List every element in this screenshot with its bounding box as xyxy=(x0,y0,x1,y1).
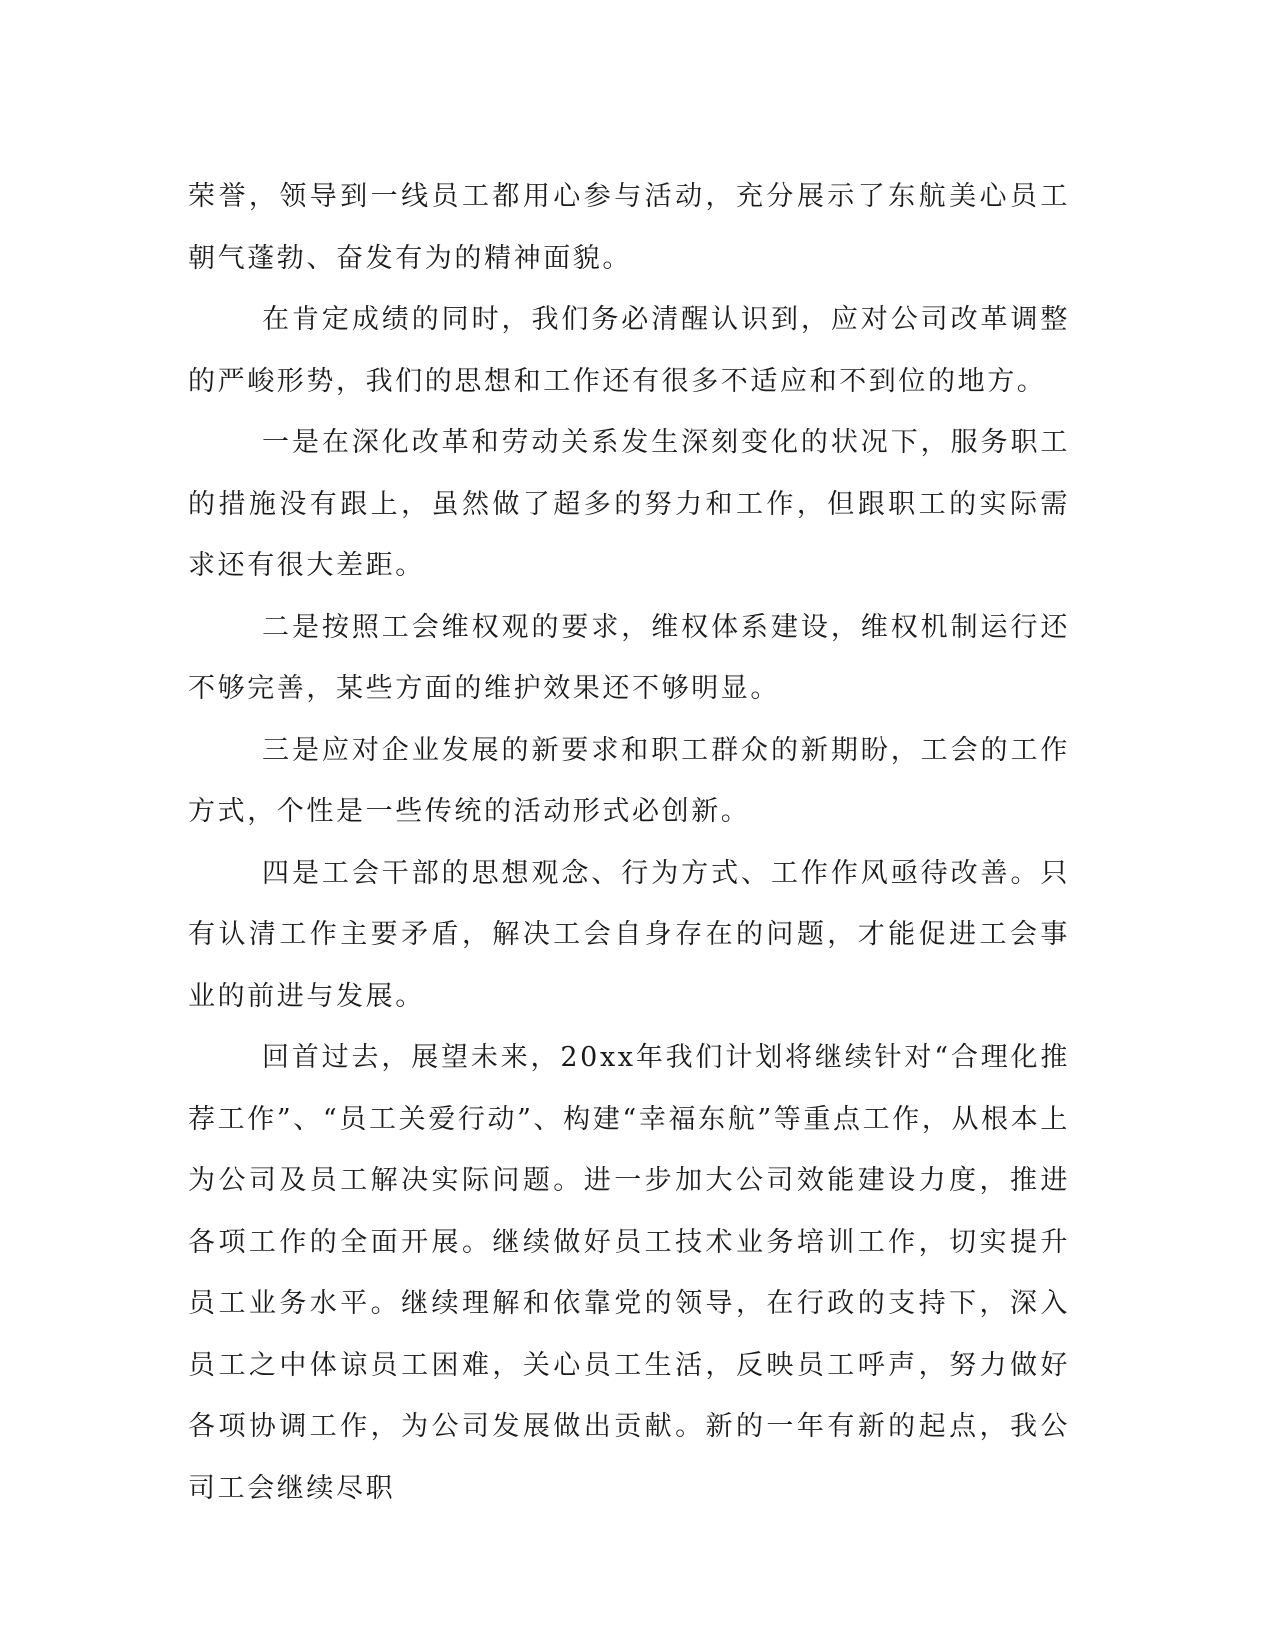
paragraph-point-two: 二是按照工会维权观的要求，维权体系建设，维权机制运行还不够完善，某些方面的维护效果还不够明显。 xyxy=(188,611,1070,704)
paragraph-honor-summary: 荣誉，领导到一线员工都用心参与活动，充分展示了东航美心员工朝气蓬勃、奋发有为的精神面貌。 xyxy=(188,181,1070,274)
document-body xyxy=(188,166,1070,1519)
paragraph-point-one: 一是在深化改革和劳动关系发生深刻变化的状况下，服务职工的措施没有跟上，虽然做了超多的努力和工作，但跟职工的实际需求还有很大差距。 xyxy=(188,427,1070,581)
paragraph-shortcomings-intro: 在肯定成绩的同时，我们务必清醒认识到，应对公司改革调整的严峻形势，我们的思想和工作还有很多不适应和不到位的地方。 xyxy=(188,304,1070,397)
paragraph-point-three: 三是应对企业发展的新要求和职工群众的新期盼，工会的工作方式，个性是一些传统的活动形式必创新。 xyxy=(188,734,1070,827)
paragraph-outlook: 回首过去，展望未来，20xx年我们计划将继续针对“合理化推荐工作”、“员工关爱行动”、构建“幸福东航”等重点工作，从根本上为公司及员工解决实际问题。进一步加大公司效能建设力度，推进各项工作的全面开展。继续做好员工技术业务培训工作，切实提升员工业务水平。继续理解和依靠党的领导，在行政的支持下，深入员工之中体谅员工困难，关心员工生活，反映员工呼声，努力做好各项协调工作，为公司发展做出贡献。新的一年有新的起点，我公司工会继续尽职 xyxy=(188,1042,1070,1504)
paragraph-point-four: 四是工会干部的思想观念、行为方式、工作作风亟待改善。只有认清工作主要矛盾，解决工会自身存在的问题，才能促进工会事业的前进与发展。 xyxy=(188,857,1070,1012)
